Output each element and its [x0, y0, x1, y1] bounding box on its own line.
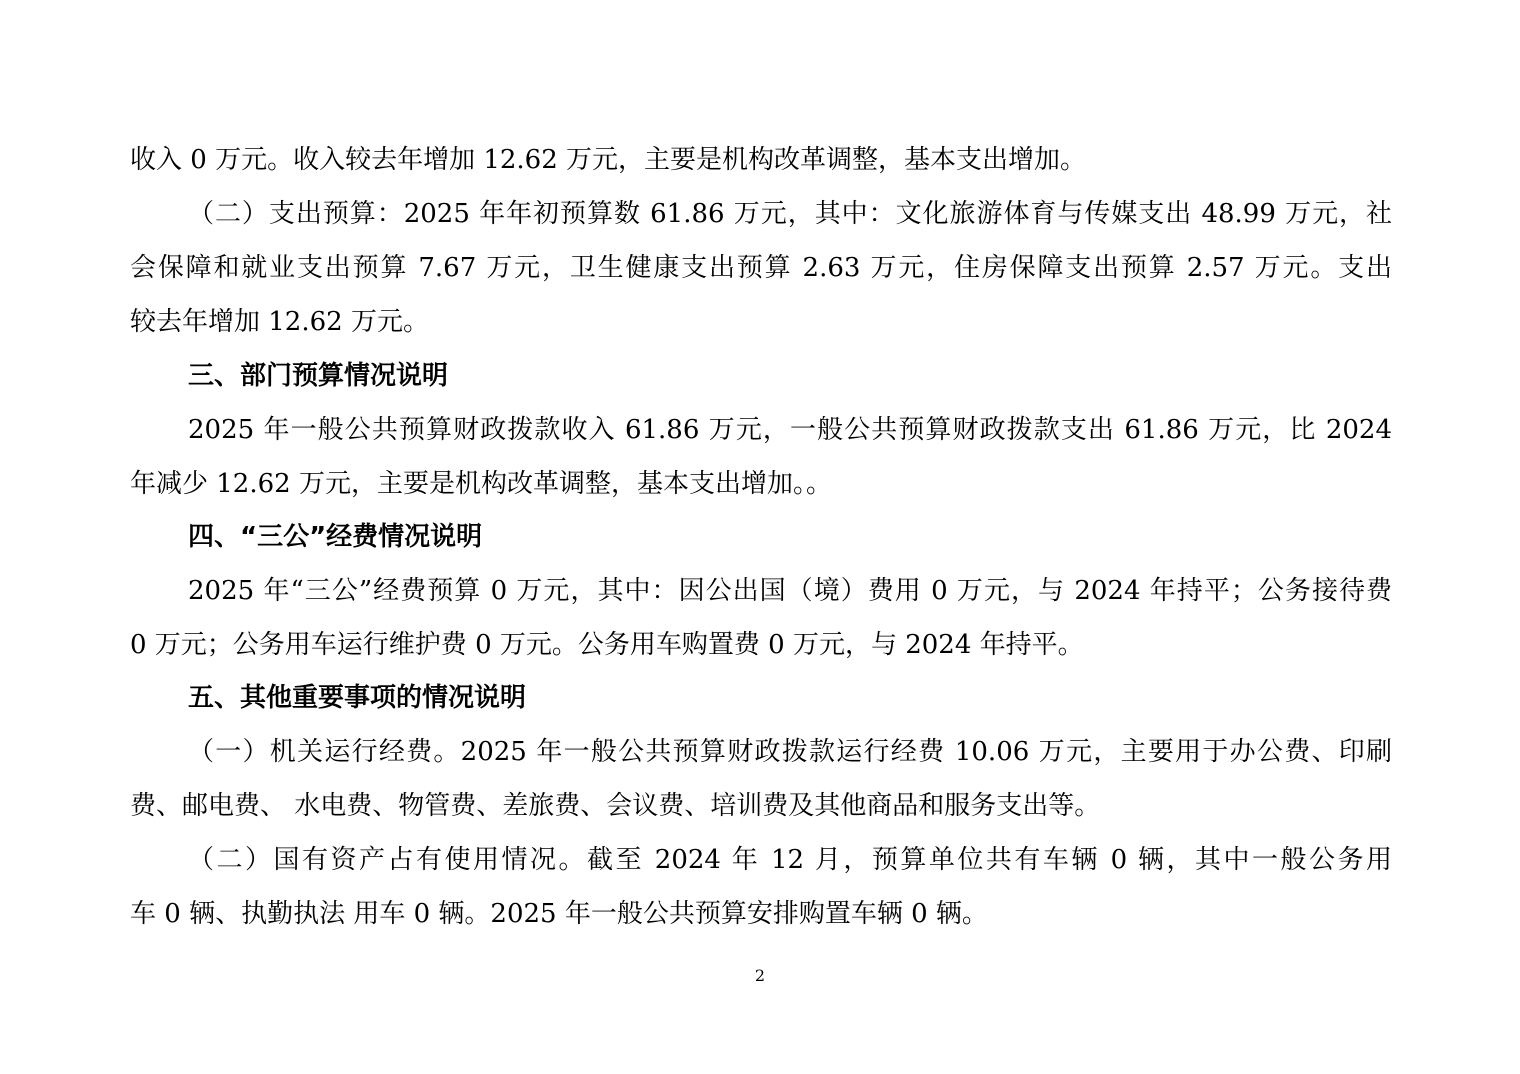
- page-number: 2: [754, 966, 766, 985]
- three-public-line-1: 2025 年“三公”经费预算 0 万元，其中：因公出国（境）费用 0 万元，与 2024 年持平；公务接待费: [188, 576, 1392, 606]
- state-assets-line-1: （二）国有资产占有使用情况。截至 2024 年 12 月，预算单位共有车辆 0 辆，其中一般公务用: [188, 845, 1392, 875]
- operating-funds-line-1: （一）机关运行经费。2025 年一般公共预算财政拨款运行经费 10.06 万元，主要用于办公费、印刷: [188, 737, 1392, 767]
- section-heading-dept-budget: 三、部门预算情况说明: [188, 361, 449, 391]
- dept-budget-line-2: 年减少 12.62 万元，主要是机构改革调整，基本支出增加。。: [130, 469, 832, 499]
- operating-funds-line-2: 费、邮电费、 水电费、物管费、差旅费、会议费、培训费及其他商品和服务支出等。: [130, 791, 1101, 821]
- dept-budget-line-1: 2025 年一般公共预算财政拨款收入 61.86 万元，一般公共预算财政拨款支出 61.86 万元，比 2024: [188, 415, 1392, 445]
- expenditure-budget-line-3: 较去年增加 12.62 万元。: [130, 307, 429, 337]
- section-heading-three-public: 四、“三公”经费情况说明: [188, 522, 483, 552]
- section-heading-other-matters: 五、其他重要事项的情况说明: [188, 683, 527, 713]
- expenditure-budget-line-2: 会保障和就业支出预算 7.67 万元，卫生健康支出预算 2.63 万元，住房保障支出预算 2.57 万元。支出: [130, 253, 1392, 283]
- income-summary-line: 收入 0 万元。收入较去年增加 12.62 万元，主要是机构改革调整，基本支出增加。: [130, 145, 1087, 175]
- state-assets-line-2: 车 0 辆、执勤执法 用车 0 辆。2025 年一般公共预算安排购置车辆 0 辆。: [130, 899, 988, 929]
- expenditure-budget-line-1: （二）支出预算：2025 年年初预算数 61.86 万元，其中：文化旅游体育与传媒支出 48.99 万元，社: [188, 199, 1392, 229]
- three-public-line-2: 0 万元；公务用车运行维护费 0 万元。公务用车购置费 0 万元，与 2024 年持平。: [130, 630, 1084, 660]
